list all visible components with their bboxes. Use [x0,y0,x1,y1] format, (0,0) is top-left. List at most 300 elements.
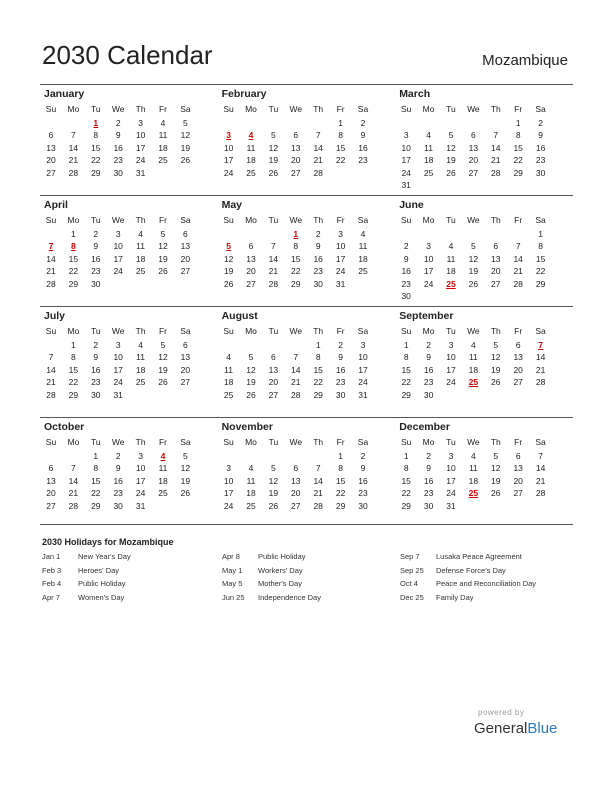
day[interactable]: 22 [535,266,546,277]
day[interactable]: 28 [313,167,323,178]
day[interactable]: 1 [538,229,543,239]
day[interactable]: 14 [46,253,56,264]
day[interactable]: 3 [226,463,231,474]
day[interactable]: 6 [271,352,276,363]
day[interactable]: 11 [224,364,233,375]
day[interactable]: 25 [358,266,368,277]
day[interactable]: 2 [115,451,121,461]
day[interactable]: 30 [335,389,346,400]
day[interactable]: 27 [468,167,479,178]
day[interactable]: 10 [446,463,456,474]
day[interactable]: 8 [315,352,321,363]
day[interactable]: 26 [268,500,279,511]
day[interactable]: 11 [424,142,433,153]
day[interactable]: 6 [183,229,188,239]
day[interactable]: 26 [491,377,501,388]
day[interactable]: 21 [513,266,523,277]
day[interactable]: 7 [315,130,321,141]
day[interactable]: 14 [68,142,79,153]
day[interactable]: 22 [291,266,301,277]
day[interactable]: 2 [538,118,543,128]
day[interactable]: 16 [535,142,546,153]
day[interactable]: 26 [446,167,456,178]
day[interactable]: 17 [135,475,146,486]
day[interactable]: 20 [46,155,56,166]
day[interactable]: 10 [358,352,368,363]
day[interactable]: 4 [248,463,254,474]
day[interactable]: 13 [291,475,301,486]
day[interactable]: 2 [426,451,431,461]
holiday-day[interactable]: 7 [48,241,54,252]
day[interactable]: 17 [423,266,434,277]
day[interactable]: 15 [91,475,101,486]
day[interactable]: 21 [291,377,301,388]
day[interactable]: 21 [313,488,323,499]
day[interactable]: 7 [271,241,276,252]
day[interactable]: 31 [335,278,346,289]
day[interactable]: 28 [535,377,546,388]
day[interactable]: 15 [513,142,523,153]
day[interactable]: 25 [423,167,434,178]
day[interactable]: 5 [271,463,276,474]
day[interactable]: 15 [535,253,546,264]
day[interactable]: 10 [113,352,123,363]
day[interactable]: 10 [223,475,234,486]
day[interactable]: 11 [468,352,478,363]
day[interactable]: 20 [246,266,256,277]
day[interactable]: 7 [315,463,321,474]
holiday-day[interactable]: 1 [293,229,299,239]
day[interactable]: 8 [338,463,343,474]
day[interactable]: 3 [448,451,454,461]
day[interactable]: 11 [446,253,456,264]
day[interactable]: 13 [291,142,301,153]
day[interactable]: 2 [360,451,366,461]
day[interactable]: 11 [158,463,168,474]
day[interactable]: 19 [180,475,191,486]
day[interactable]: 7 [538,451,543,461]
day[interactable]: 20 [268,377,279,388]
day[interactable]: 15 [91,142,101,153]
day[interactable]: 29 [291,278,301,289]
day[interactable]: 7 [48,352,54,363]
day[interactable]: 21 [46,377,56,388]
day[interactable]: 23 [335,377,346,388]
day[interactable]: 18 [446,266,456,277]
day[interactable]: 9 [315,241,321,252]
day[interactable]: 11 [246,475,256,486]
day[interactable]: 6 [183,340,188,350]
day[interactable]: 23 [113,488,123,499]
day[interactable]: 27 [180,266,191,277]
day[interactable]: 17 [446,475,456,486]
day[interactable]: 5 [183,118,188,128]
day[interactable]: 8 [403,352,409,363]
day[interactable]: 12 [491,463,501,474]
holiday-day[interactable]: 3 [226,130,231,141]
day[interactable]: 28 [68,500,79,511]
day[interactable]: 2 [360,118,366,128]
holiday-day[interactable]: 4 [248,130,254,141]
day[interactable]: 23 [401,278,411,289]
day[interactable]: 9 [426,463,431,474]
day[interactable]: 1 [515,118,521,128]
day[interactable]: 6 [493,241,499,252]
day[interactable]: 28 [491,167,501,178]
day[interactable]: 12 [268,142,279,153]
day[interactable]: 8 [338,130,343,141]
day[interactable]: 22 [91,155,101,166]
day[interactable]: 5 [160,229,166,239]
day[interactable]: 30 [423,389,434,400]
day[interactable]: 8 [93,463,99,474]
day[interactable]: 13 [180,241,191,252]
day[interactable]: 18 [158,142,168,153]
day[interactable]: 31 [113,389,123,400]
day[interactable]: 16 [91,364,101,375]
day[interactable]: 3 [360,340,366,350]
day[interactable]: 20 [291,155,301,166]
day[interactable]: 30 [113,167,123,178]
day[interactable]: 26 [491,488,501,499]
day[interactable]: 16 [335,364,346,375]
holiday-day[interactable]: 4 [160,451,166,461]
day[interactable]: 2 [315,229,321,239]
day[interactable]: 6 [471,130,476,141]
day[interactable]: 12 [158,352,168,363]
day[interactable]: 22 [91,488,101,499]
day[interactable]: 12 [180,463,191,474]
holiday-day[interactable]: 8 [71,241,76,252]
day[interactable]: 28 [291,389,301,400]
day[interactable]: 9 [93,352,99,363]
day[interactable]: 18 [223,377,234,388]
day[interactable]: 27 [513,488,523,499]
day[interactable]: 8 [515,130,521,141]
day[interactable]: 26 [268,167,279,178]
day[interactable]: 17 [113,253,123,264]
day[interactable]: 29 [91,167,101,178]
day[interactable]: 23 [358,155,368,166]
day[interactable]: 14 [291,364,301,375]
day[interactable]: 27 [268,389,279,400]
day[interactable]: 13 [268,364,279,375]
day[interactable]: 20 [468,155,479,166]
day[interactable]: 19 [268,155,279,166]
day[interactable]: 16 [401,266,411,277]
day[interactable]: 30 [401,291,411,301]
day[interactable]: 14 [68,475,79,486]
day[interactable]: 15 [291,253,301,264]
day[interactable]: 6 [293,463,299,474]
holiday-day[interactable]: 5 [226,241,231,252]
day[interactable]: 15 [68,253,79,264]
day[interactable]: 28 [68,167,79,178]
day[interactable]: 4 [360,229,366,239]
day[interactable]: 12 [491,352,501,363]
day[interactable]: 3 [403,130,409,141]
day[interactable]: 6 [48,130,54,141]
day[interactable]: 10 [113,241,123,252]
day[interactable]: 20 [291,488,301,499]
day[interactable]: 7 [71,463,76,474]
day[interactable]: 13 [491,253,501,264]
day[interactable]: 22 [513,155,523,166]
day[interactable]: 1 [403,451,409,461]
day[interactable]: 9 [360,130,366,141]
day[interactable]: 5 [493,340,499,350]
day[interactable]: 4 [448,241,454,252]
day[interactable]: 29 [401,500,411,511]
day[interactable]: 17 [358,364,368,375]
day[interactable]: 3 [138,118,143,128]
day[interactable]: 14 [268,253,279,264]
day[interactable]: 5 [160,340,166,350]
day[interactable]: 18 [158,475,168,486]
day[interactable]: 18 [246,155,256,166]
day[interactable]: 26 [180,155,191,166]
day[interactable]: 19 [491,364,501,375]
day[interactable]: 26 [468,278,479,289]
day[interactable]: 18 [468,364,479,375]
day[interactable]: 30 [358,500,368,511]
day[interactable]: 3 [448,340,454,350]
day[interactable]: 7 [493,130,499,141]
day[interactable]: 9 [115,130,121,141]
day[interactable]: 24 [401,167,411,178]
day[interactable]: 2 [93,340,99,350]
day[interactable]: 20 [46,488,56,499]
day[interactable]: 24 [335,266,346,277]
day[interactable]: 27 [46,167,56,178]
day[interactable]: 29 [401,389,411,400]
day[interactable]: 13 [468,142,479,153]
day[interactable]: 19 [246,377,256,388]
day[interactable]: 31 [446,500,456,511]
day[interactable]: 21 [535,475,546,486]
day[interactable]: 30 [423,500,434,511]
day[interactable]: 1 [403,340,409,350]
day[interactable]: 19 [468,266,479,277]
day[interactable]: 6 [48,463,54,474]
day[interactable]: 16 [423,475,434,486]
day[interactable]: 24 [446,377,456,388]
day[interactable]: 3 [338,229,343,239]
day[interactable]: 8 [403,463,409,474]
day[interactable]: 12 [180,130,191,141]
day[interactable]: 19 [268,488,279,499]
day[interactable]: 13 [513,463,523,474]
day[interactable]: 2 [115,118,121,128]
day[interactable]: 7 [293,352,299,363]
day[interactable]: 9 [538,130,543,141]
day[interactable]: 28 [46,389,56,400]
day[interactable]: 27 [180,377,191,388]
day[interactable]: 15 [401,475,411,486]
day[interactable]: 19 [491,475,501,486]
day[interactable]: 16 [423,364,434,375]
day[interactable]: 24 [423,278,434,289]
day[interactable]: 22 [313,377,323,388]
day[interactable]: 10 [446,352,456,363]
day[interactable]: 17 [135,142,146,153]
day[interactable]: 7 [515,241,521,252]
day[interactable]: 12 [246,364,256,375]
day[interactable]: 27 [291,500,301,511]
day[interactable]: 14 [513,253,523,264]
day[interactable]: 9 [426,352,431,363]
day[interactable]: 26 [180,488,191,499]
day[interactable]: 11 [136,241,145,252]
day[interactable]: 27 [46,500,56,511]
day[interactable]: 30 [535,167,546,178]
day[interactable]: 31 [401,180,411,190]
day[interactable]: 12 [268,475,279,486]
day[interactable]: 1 [315,340,321,350]
day[interactable]: 22 [335,155,346,166]
day[interactable]: 21 [535,364,546,375]
day[interactable]: 10 [335,241,346,252]
day[interactable]: 22 [68,377,79,388]
day[interactable]: 11 [136,352,145,363]
day[interactable]: 30 [91,389,101,400]
day[interactable]: 17 [223,488,234,499]
day[interactable]: 4 [226,352,231,363]
day[interactable]: 15 [401,364,411,375]
day[interactable]: 23 [423,488,434,499]
day[interactable]: 1 [71,229,76,239]
day[interactable]: 23 [358,488,368,499]
day[interactable]: 26 [246,389,256,400]
day[interactable]: 11 [158,130,168,141]
day[interactable]: 1 [71,340,76,350]
day[interactable]: 24 [223,167,234,178]
day[interactable]: 28 [535,488,546,499]
day[interactable]: 16 [358,142,368,153]
day[interactable]: 9 [338,352,343,363]
day[interactable]: 21 [68,488,79,499]
day[interactable]: 27 [513,377,523,388]
day[interactable]: 2 [93,229,99,239]
day[interactable]: 26 [158,266,168,277]
day[interactable]: 17 [223,155,234,166]
day[interactable]: 26 [223,278,234,289]
day[interactable]: 20 [491,266,501,277]
day[interactable]: 29 [535,278,546,289]
day[interactable]: 21 [68,155,79,166]
day[interactable]: 30 [313,278,323,289]
day[interactable]: 6 [515,451,521,461]
day[interactable]: 13 [513,352,523,363]
day[interactable]: 24 [135,155,146,166]
day[interactable]: 25 [135,266,146,277]
day[interactable]: 22 [401,488,411,499]
day[interactable]: 13 [246,253,256,264]
day[interactable]: 22 [68,266,79,277]
day[interactable]: 19 [158,364,168,375]
day[interactable]: 4 [471,340,476,350]
holiday-day[interactable]: 25 [446,278,456,289]
day[interactable]: 24 [113,266,123,277]
day[interactable]: 18 [135,364,146,375]
day[interactable]: 4 [160,118,166,128]
day[interactable]: 5 [448,130,454,141]
day[interactable]: 25 [246,500,256,511]
day[interactable]: 14 [313,475,323,486]
day[interactable]: 10 [223,142,234,153]
day[interactable]: 15 [68,364,79,375]
day[interactable]: 23 [113,155,123,166]
day[interactable]: 14 [535,352,546,363]
day[interactable]: 17 [446,364,456,375]
day[interactable]: 14 [46,364,56,375]
day[interactable]: 13 [46,142,56,153]
day[interactable]: 6 [293,130,299,141]
day[interactable]: 10 [401,142,411,153]
day[interactable]: 21 [46,266,56,277]
day[interactable]: 24 [446,488,456,499]
day[interactable]: 5 [183,451,188,461]
day[interactable]: 31 [358,389,368,400]
day[interactable]: 29 [513,167,523,178]
day[interactable]: 25 [158,488,168,499]
day[interactable]: 8 [293,241,299,252]
day[interactable]: 24 [358,377,368,388]
day[interactable]: 16 [358,475,368,486]
day[interactable]: 27 [491,278,501,289]
day[interactable]: 31 [135,500,146,511]
day[interactable]: 11 [358,241,368,252]
day[interactable]: 6 [515,340,521,350]
day[interactable]: 29 [335,500,346,511]
day[interactable]: 23 [535,155,546,166]
day[interactable]: 20 [180,253,191,264]
day[interactable]: 15 [335,475,346,486]
day[interactable]: 23 [423,377,434,388]
day[interactable]: 4 [138,229,143,239]
day[interactable]: 16 [113,475,123,486]
day[interactable]: 14 [313,142,323,153]
day[interactable]: 24 [113,377,123,388]
day[interactable]: 8 [538,241,543,252]
day[interactable]: 14 [535,463,546,474]
day[interactable]: 2 [338,340,343,350]
day[interactable]: 11 [246,142,256,153]
day[interactable]: 17 [401,155,411,166]
day[interactable]: 18 [358,253,368,264]
day[interactable]: 9 [93,241,99,252]
day[interactable]: 18 [468,475,479,486]
day[interactable]: 9 [360,463,366,474]
day[interactable]: 23 [91,377,101,388]
day[interactable]: 22 [335,488,346,499]
day[interactable]: 5 [271,130,276,141]
day[interactable]: 28 [268,278,279,289]
day[interactable]: 30 [113,500,123,511]
day[interactable]: 18 [135,253,146,264]
day[interactable]: 10 [135,130,146,141]
day[interactable]: 4 [426,130,431,141]
holiday-day[interactable]: 25 [468,377,479,388]
day[interactable]: 19 [180,142,191,153]
day[interactable]: 8 [93,130,99,141]
day[interactable]: 7 [71,130,76,141]
day[interactable]: 25 [223,389,234,400]
day[interactable]: 1 [338,451,343,461]
day[interactable]: 25 [158,155,168,166]
day[interactable]: 12 [468,253,479,264]
day[interactable]: 12 [223,253,234,264]
